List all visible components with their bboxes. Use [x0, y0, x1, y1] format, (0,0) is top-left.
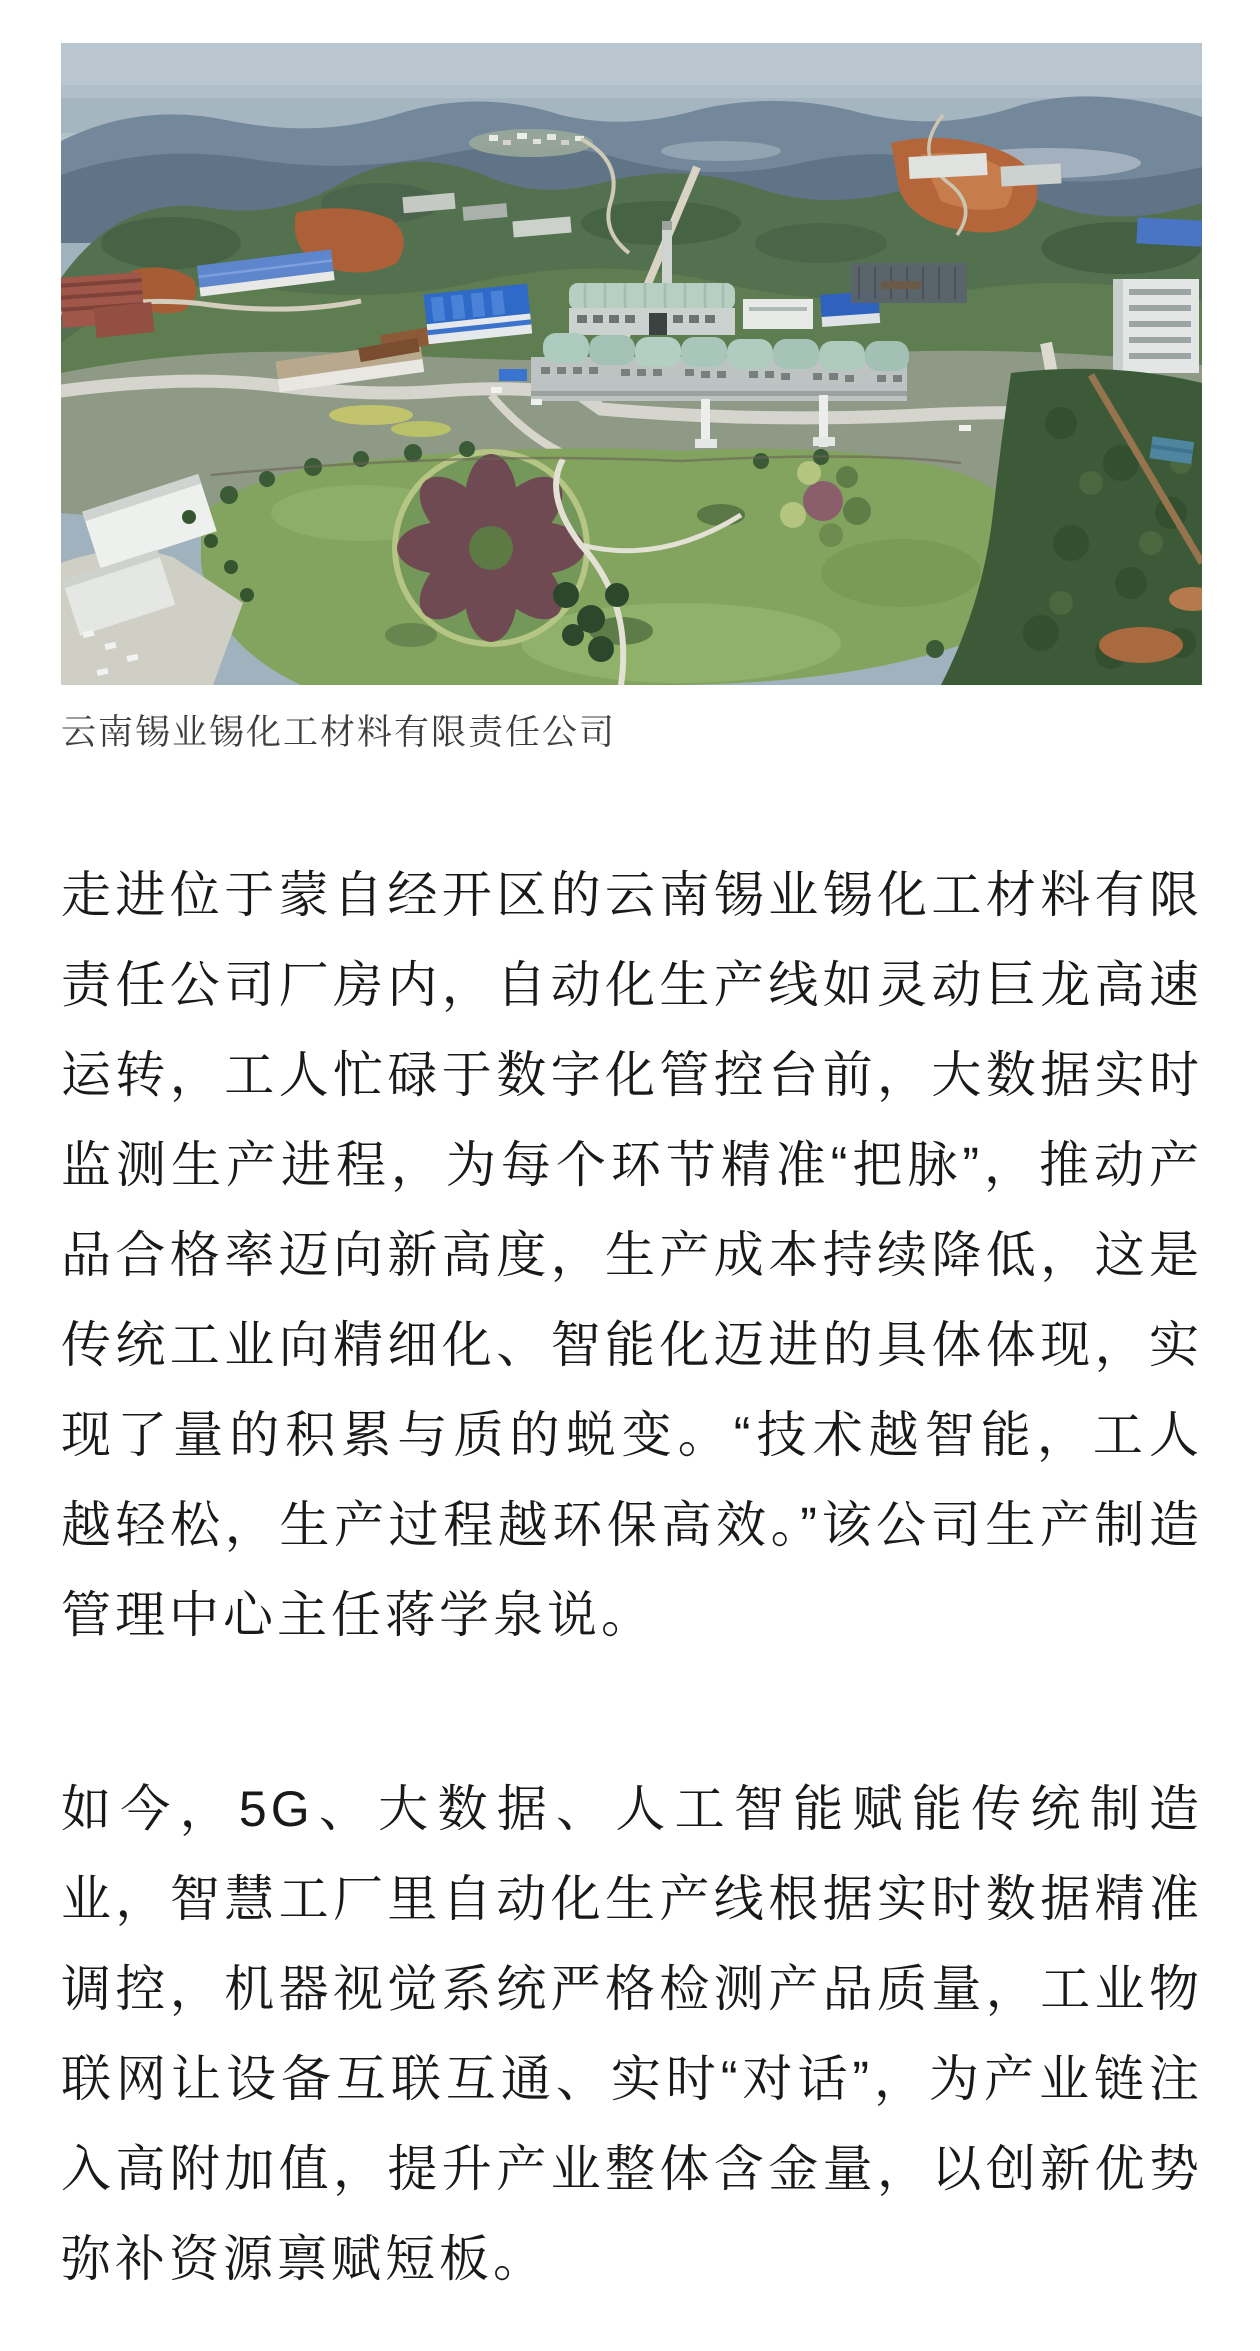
paragraph-2: 如今，5G、大数据、人工智能赋能传统制造业，智慧工厂里自动化生产线根据实时数据精准调控，机器视觉系统严格检测产品质量，工业物联网让设备互联互通、实时“对话”，为产业链注入高附加值，提升产业整体含金量，以创新优势弥补资源禀赋短板。	[61, 1781, 1203, 2287]
hero-figure	[61, 43, 1203, 757]
photo-haze-overlay	[61, 43, 1202, 85]
paragraph-1: 走进位于蒙自经开区的云南锡业锡化工材料有限责任公司厂房内，自动化生产线如灵动巨龙高速运转，工人忙碌于数字化管控台前，大数据实时监测生产进程，为每个环节精准“把脉”，推动产品合格率迈向新高度，生产成本持续降低，这是传统工业向精细化、智能化迈进的具体体现，实现了量的积累与质的蜕变。“技术越智能，工人越轻松，生产过程越环保高效。”该公司生产制造管理中心主任蒋学泉说。	[61, 867, 1203, 1643]
factory-aerial-photo[interactable]	[61, 43, 1202, 685]
photo-caption: 云南锡业锡化工材料有限责任公司	[61, 713, 617, 752]
